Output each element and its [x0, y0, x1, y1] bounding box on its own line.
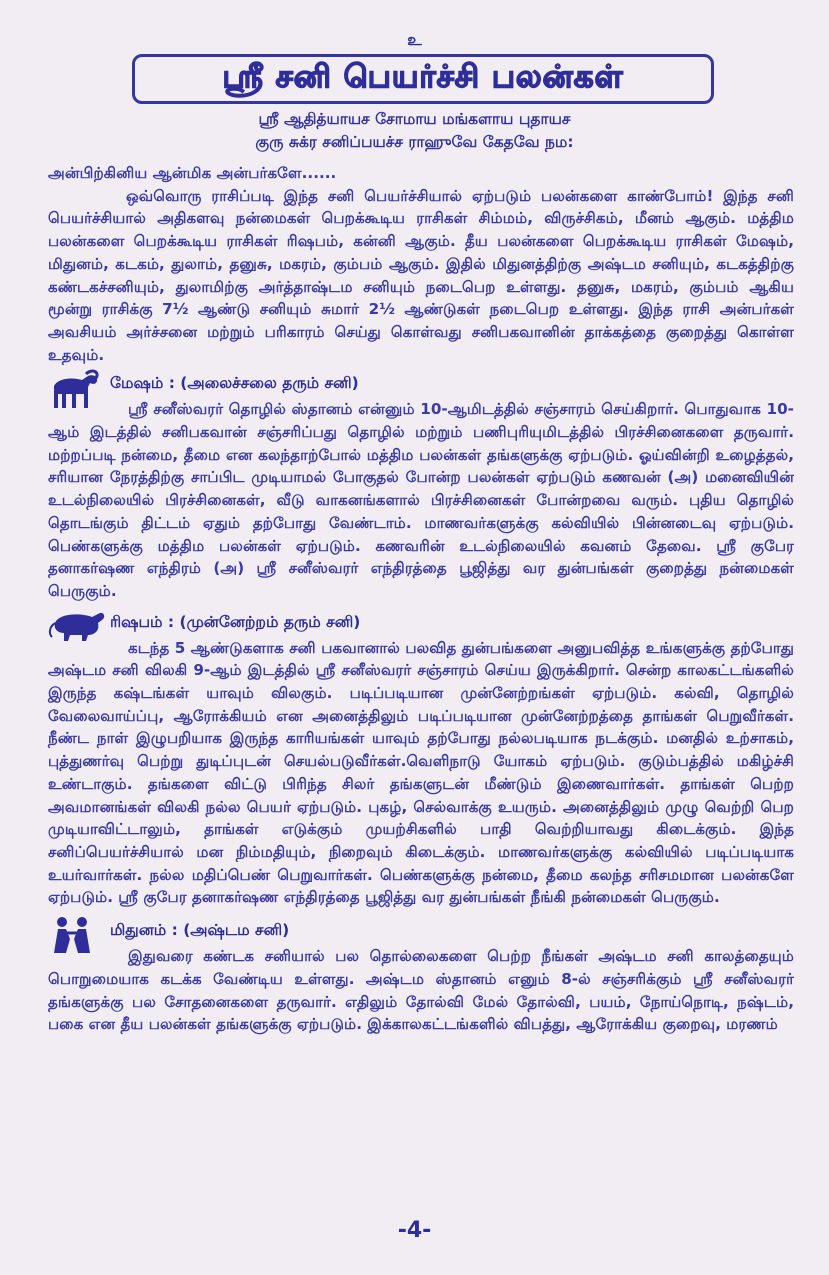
- intro-paragraph: ஒவ்வொரு ராசிப்படி இந்த சனி பெயர்ச்சியால் ஏற்படும் பலன்களை காண்போம்! இந்த சனி பெயர்ச்சியால் அதிகளவு நன்மைகள் பெறக்கூடிய ராசிகள் சிம்மம், விருச்சிகம், மீனம் ஆகும். மத்திம பலன்களை பெறக்கூடிய ராசிகள் ரிஷபம், கன்னி ஆகும். தீய பலன்களை பெறக்கூடிய ராசிகள் மேஷம், மிதுனம், கடகம், துலாம், தனுசு, மகரம், கும்பம் ஆகும். இதில் மிதுனத்திற்கு அஷ்டம சனியும், கடகத்திற்கு கண்டகச்சனியும், துலாமிற்கு அர்த்தாஷ்டம சனியும் நடைபெற உள்ளது. தனுசு, மகரம், கும்பம் ஆகிய மூன்று ராசிக்கு 7½ ஆண்டு சனியும் சுமார் 2½ ஆண்டுகள் நடைபெற உள்ளது. இந்த ராசி அன்பர்கள் அவசியம் அர்ச்சனை மற்றும் பரிகாரம் செய்து கொள்வது சனிபகவானின் தாக்கத்தை குறைத்து கொள்ள உதவும்.: [48, 186, 794, 364]
- title-box: [132, 54, 714, 104]
- section-body-mithunam: இதுவரை கண்டக சனியால் பல தொல்லைகளை பெற்ற நீங்கள் அஷ்டம சனி காலத்தையும் பொறுமையாக கடக்க வேண்டிய உள்ளது. அஷ்டம ஸ்தானம் எனும் 8-ல் சஞ்சரிக்கும் ஸ்ரீ சனீஸ்வரர் தங்களுக்கு பல சோதனைகளை தருவார். எதிலும் தோல்வி மேல் தோல்வி, பயம், நோய்நொடி, நஷ்டம், பகை என தீய பலன்கள் தங்களுக்கு ஏற்படும். இக்காலகட்டங்களில் விபத்து, ஆரோக்கிய குறைவு, மரணம்: [48, 947, 794, 1034]
- twins-icon: [48, 915, 96, 955]
- bull-icon: [48, 607, 106, 643]
- section-header-mithunam: [48, 917, 794, 945]
- page-number: -4-: [397, 1218, 432, 1243]
- section-heading-mithunam: மிதுனம் : (அஷ்டம சனி): [110, 921, 290, 940]
- page-title: ஸ்ரீ சனி பெயர்ச்சி பலன்கள்: [222, 59, 624, 95]
- ram-icon: [48, 368, 102, 412]
- section-header-mesham: [48, 370, 794, 398]
- section-body-mesham: ஸ்ரீ சனீஸ்வரர் தொழில் ஸ்தானம் என்னும் 10-ஆமிடத்தில் சஞ்சாரம் செய்கிறார். பொதுவாக 10-ஆம் இடத்தில் சனிபகவான் சஞ்சரிப்பது தொழில் மற்றும் பணிபுரியுமிடத்தில் பிரச்சினைகளை தருவார். மற்றப்படி நன்மை, தீமை என கலந்தாற்போல் மத்திம பலன்கள் தங்களுக்கு ஏற்படும். ஓய்வின்றி உழைத்தல், சரியான நேரத்திற்கு சாப்பிட முடியாமல் போகுதல் போன்ற பலன்கள் ஏற்படும் கணவன் (அ) மனைவியின் உடல்நிலையில் பிரச்சினைகள், வீடு வாகனங்களால் பிரச்சினைகள் போன்றவை வரும். புதிய தொழில் தொடங்கும் திட்டம் ஏதும் தற்போது வேண்டாம். மாணவர்களுக்கு கல்வியில் பின்னடைவு ஏற்படும். பெண்களுக்கு மத்திம பலன்கள் ஏற்படும். கணவரின் உடல்நிலையில் கவனம் தேவை. ஸ்ரீ குபேர தனாகர்ஷண எந்திரம் (அ) ஸ்ரீ சனீஸ்வரர் எந்திரத்தை பூஜித்து வர துன்பங்கள் குறைத்து நன்மைகள் பெருகும்.: [48, 400, 794, 600]
- invocation-line-1: ஸ்ரீ ஆதித்யாயச சோமாய மங்களாய புதாயச: [258, 110, 571, 128]
- invocation-line-2: குரு சுக்ர சனிப்பயச்ச ராஹுவே கேதவே நம:: [255, 133, 574, 151]
- section-header-rishabam: [48, 609, 794, 637]
- section-heading-mesham: மேஷம் : (அலைச்சலை தரும் சனி): [110, 374, 359, 393]
- top-mark: உ: [407, 30, 422, 49]
- section-body-rishabam: கடந்த 5 ஆண்டுகளாக சனி பகவானால் பலவித துன்பங்களை அனுபவித்த உங்களுக்கு தற்போது அஷ்டம சனி விலகி 9-ஆம் இடத்தில் ஸ்ரீ சனீஸ்வரர் சஞ்சாரம் செய்ய இருக்கிறார். சென்ற காலகட்டங்களில் இருந்த கஷ்டங்கள் யாவும் விலகும். படிப்படியான முன்னேற்றங்கள் ஏற்படும். கல்வி, தொழில் வேலைவாய்ப்பு, ஆரோக்கியம் என அனைத்திலும் படிப்படியான முன்னேற்றத்தை தாங்கள் பெறுவீர்கள். நீண்ட நாள் இழுபறியாக இருந்த காரியங்கள் யாவும் தற்போது நல்லபடியாக நடக்கும். மனதில் உற்சாகம், புத்துணர்வு பெற்று துடிப்புடன் செயல்படுவீர்கள்.வெளிநாடு யோகம் ஏற்படும். குடும்பத்தில் மகிழ்ச்சி உண்டாகும். தங்களை விட்டு பிரிந்த சிலர் தங்களுடன் மீண்டும் இணைவார்கள். தாங்கள் பெற்ற அவமானங்கள் விலகி நல்ல பெயர் ஏற்படும். புகழ், செல்வாக்கு உயரும். அனைத்திலும் முழு வெற்றி பெற முடியாவிட்டாலும், தாங்கள் எடுக்கும் முயற்சிகளில் பாதி வெற்றியாவது கிடைக்கும். இந்த சனிப்பெயர்ச்சியால் மன நிம்மதியும், நிறைவும் கிடைக்கும். மாணவர்களுக்கு கல்வியில் படிப்படியாக உயர்வார்கள். நல்ல மதிப்பெண் பெறுவார்கள். பெண்களுக்கு நன்மை, தீமை கலந்த சரிசமமான பலன்களே ஏற்படும். ஸ்ரீ குபேர தனாகர்ஷண எந்திரத்தை பூஜித்து வர துன்பங்கள் நீங்கி நன்மைகள் பெருகும்.: [48, 638, 794, 907]
- section-heading-rishabam: ரிஷபம் : (முன்னேற்றம் தரும் சனி): [110, 612, 361, 631]
- greeting: அன்பிற்கினிய ஆன்மிக அன்பர்களே......: [48, 164, 337, 182]
- article-body: [48, 162, 794, 1036]
